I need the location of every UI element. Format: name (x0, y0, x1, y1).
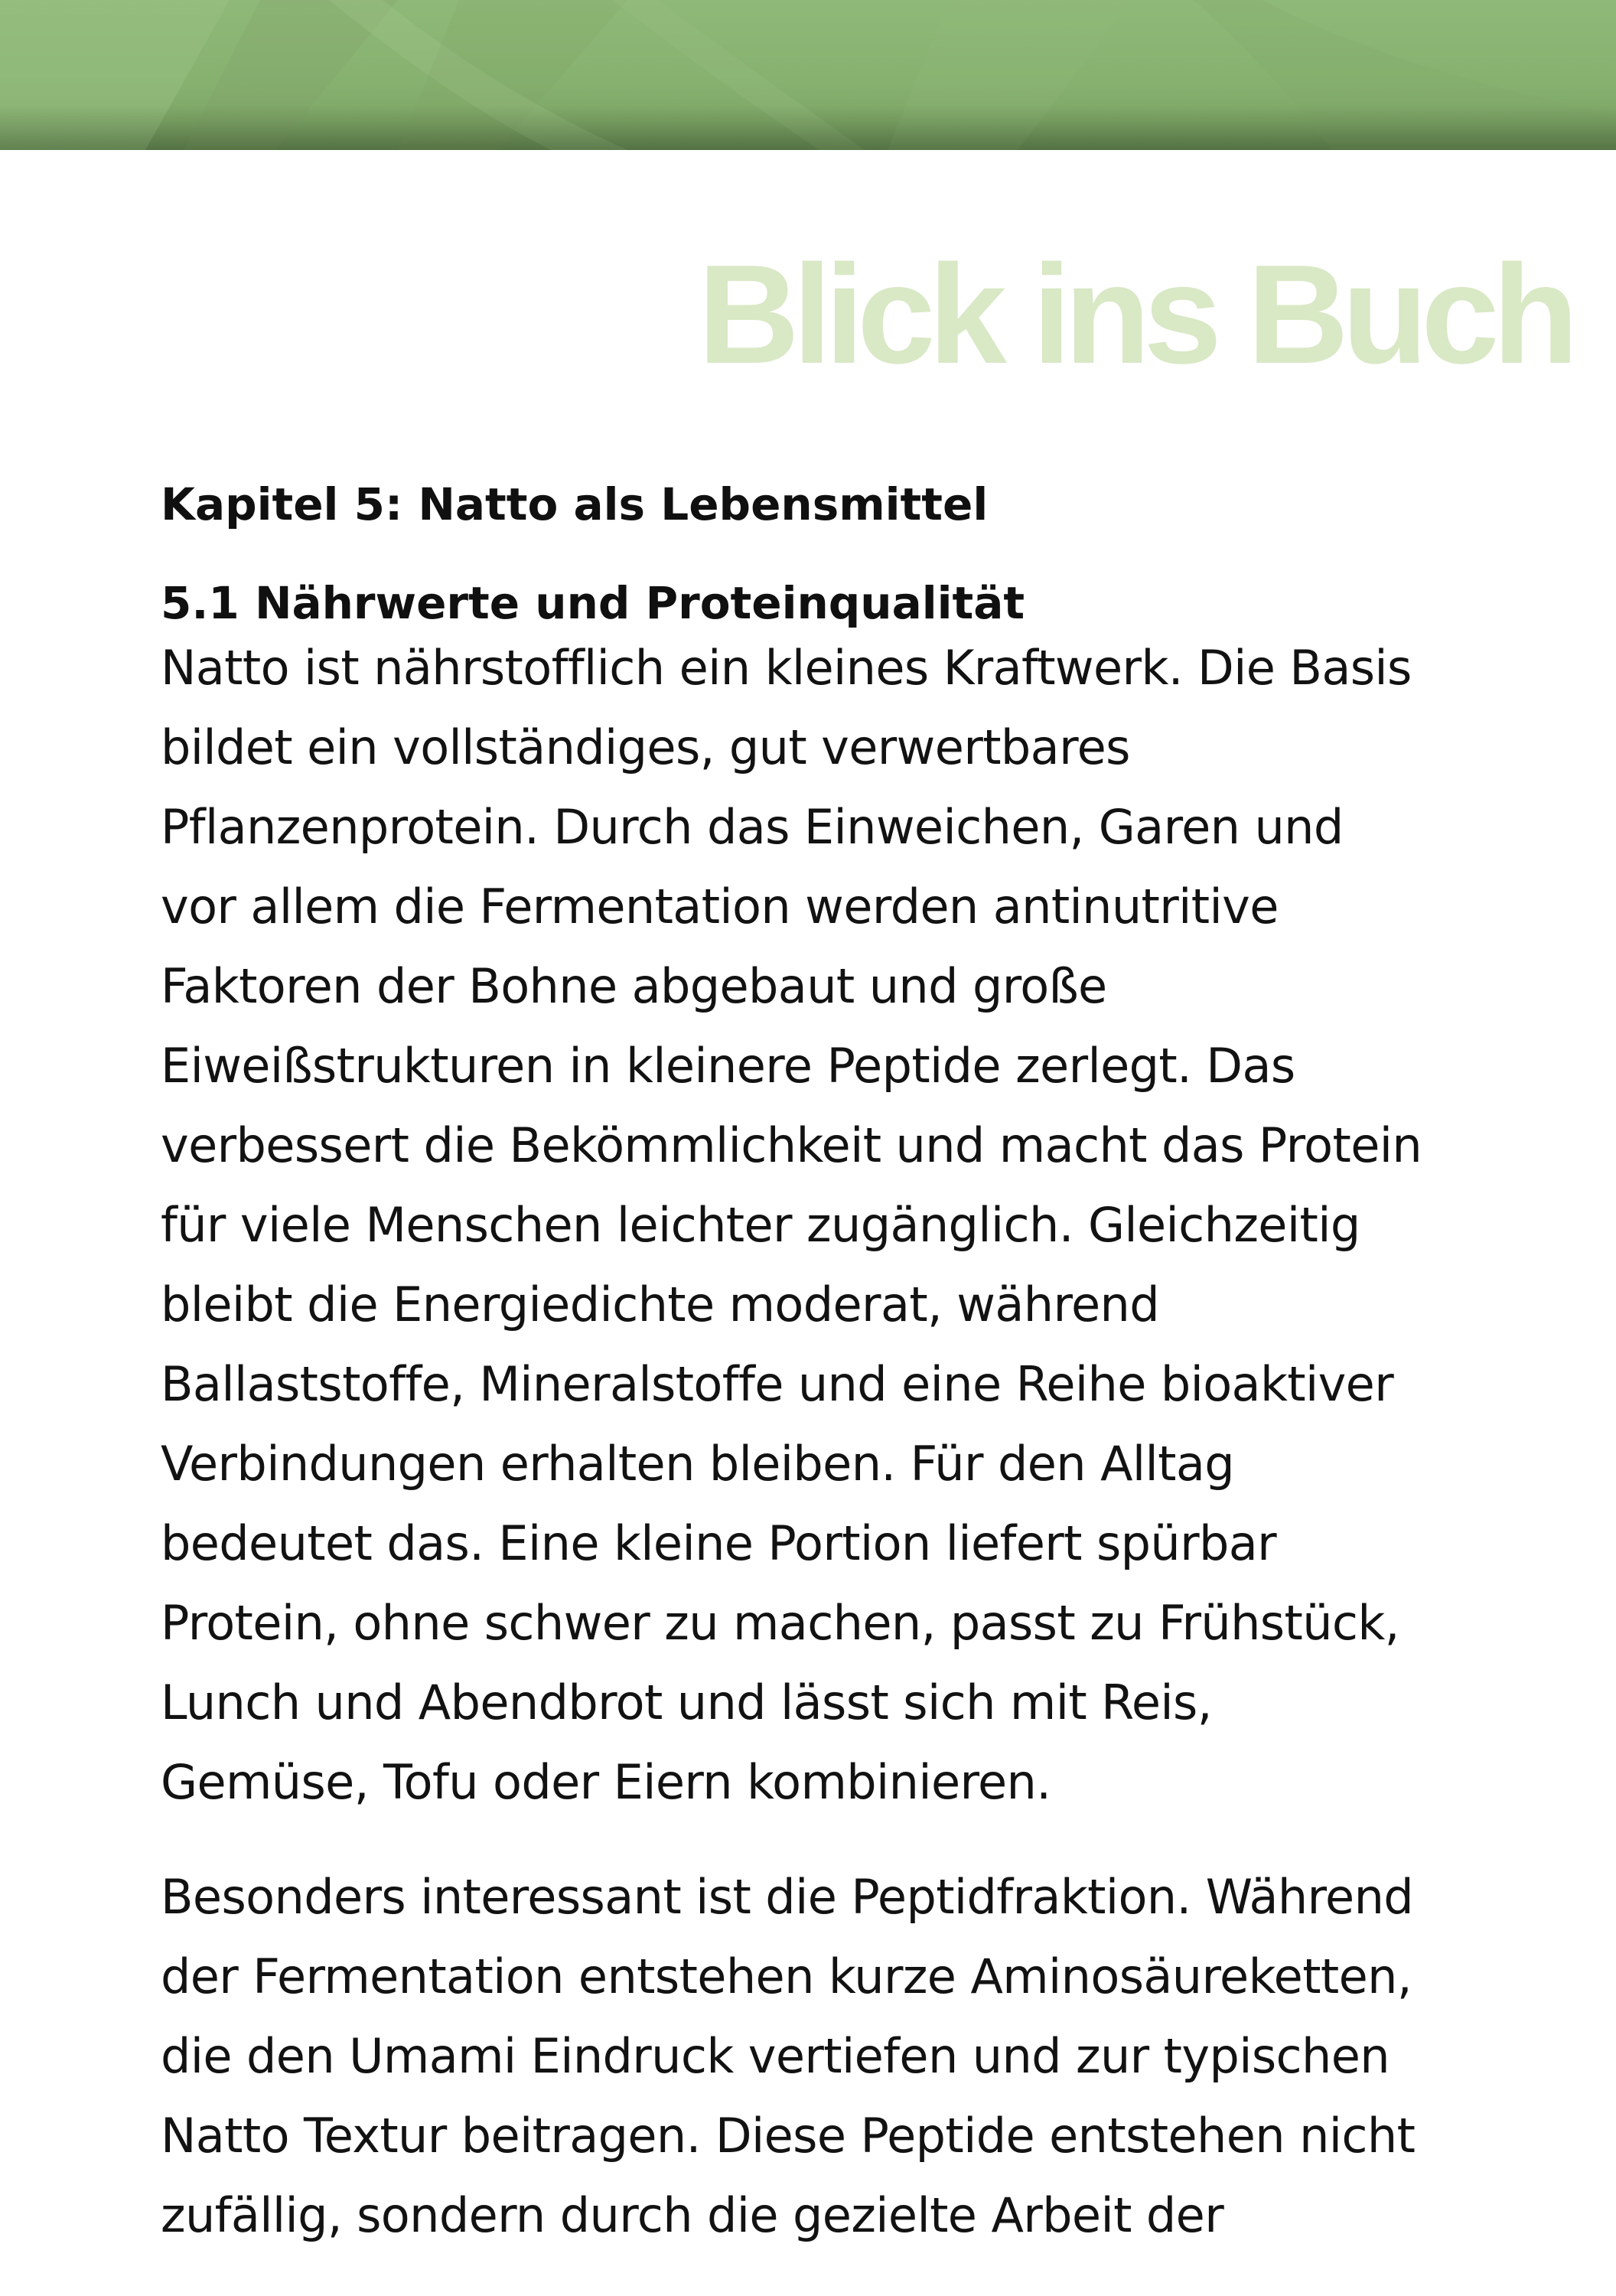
body-line: bildet ein vollständiges, gut verwertbares (161, 719, 1130, 775)
body-line: die den Umami Eindruck vertiefen und zur typischen (161, 2027, 1390, 2084)
body-line: Natto Textur beitragen. Diese Peptide entstehen nicht (161, 2107, 1416, 2164)
body-line: verbessert die Bekömmlichkeit und macht das Protein (161, 1117, 1422, 1173)
body-line: Gemüse, Tofu oder Eiern kombinieren. (161, 1753, 1051, 1810)
body-line: zufällig, sondern durch die gezielte Arbeit der (161, 2187, 1224, 2243)
header-banner (0, 0, 1616, 150)
chapter-title: Kapitel 5: Natto als Lebensmittel (161, 478, 989, 530)
body-line: Lunch und Abendbrot und lässt sich mit Reis, (161, 1674, 1212, 1730)
body-line: der Fermentation entstehen kurze Aminosäureketten, (161, 1948, 1412, 2004)
body-line: Protein, ohne schwer zu machen, passt zu Frühstück, (161, 1594, 1399, 1651)
section-title: 5.1 Nährwerte und Proteinqualität (161, 577, 1025, 629)
body-line: für viele Menschen leichter zugänglich. Gleichzeitig (161, 1196, 1360, 1253)
body-line: Faktoren der Bohne abgebaut und große (161, 957, 1107, 1014)
body-line: Ballaststoffe, Mineralstoffe und eine Reihe bioaktiver (161, 1355, 1394, 1412)
body-line: vor allem die Fermentation werden antinutritive (161, 878, 1279, 934)
body-line: bedeutet das. Eine kleine Portion liefert spürbar (161, 1515, 1277, 1571)
body-line: Pflanzenprotein. Durch das Einweichen, Garen und (161, 798, 1344, 855)
body-line: Natto ist nährstofflich ein kleines Kraftwerk. Die Basis (161, 639, 1412, 696)
body-paragraph-1 (161, 628, 1477, 1822)
banner-shadow (0, 0, 1616, 150)
body-line: Verbindungen erhalten bleiben. Für den Alltag (161, 1435, 1235, 1492)
body-line: Besonders interessant ist die Peptidfraktion. Während (161, 1868, 1414, 1925)
body-line: bleibt die Energiedichte moderat, während (161, 1276, 1159, 1332)
preview-title: Blick ins Buch (698, 235, 1572, 393)
body-paragraph-2 (161, 1857, 1477, 2255)
body-line: Eiweißstrukturen in kleinere Peptide zerlegt. Das (161, 1037, 1295, 1094)
book-preview-content (161, 478, 1477, 2255)
